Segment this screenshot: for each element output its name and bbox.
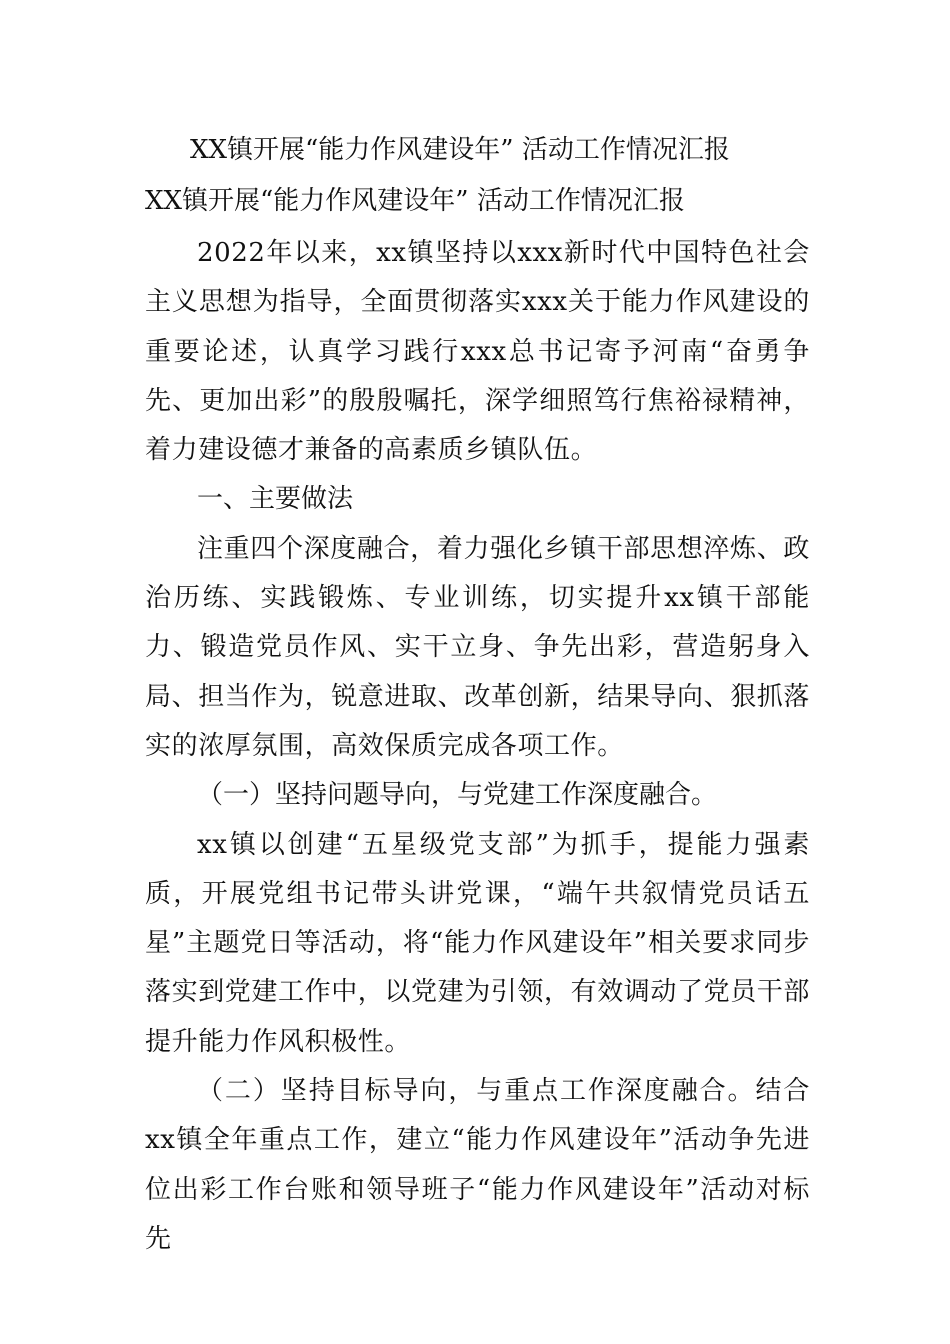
document-body	[145, 229, 810, 1264]
document-subtitle: XX镇开展“能力作风建设年” 活动工作情况汇报	[145, 186, 685, 216]
subsection-heading-1: （一）坚持问题导向，与党建工作深度融合。	[197, 780, 718, 811]
intro-paragraph: 2022年以来，xx镇坚持以xxx新时代中国特色社会主义思想为指导，全面贯彻落实xxx关于能力作风建设的重要论述，认真学习践行xxx总书记寄予河南“奋勇争先、更加出彩”的殷殷嘱托，深学细照笃行焦裕禄精神，着力建设德才兼备的高素质乡镇队伍。	[145, 238, 810, 466]
section-heading-main-practices: 一、主要做法	[197, 484, 354, 515]
party-building-paragraph: xx镇以创建“五星级党支部”为抓手，提能力强素质，开展党组书记带头讲党课，“端午共叙情党员话五星”主题党日等活动，将“能力作风建设年”相关要求同步落实到党建工作中，以党建为引领，有效调动了党员干部提升能力作风积极性。	[145, 829, 811, 1057]
subsection-2-paragraph: （二）坚持目标导向，与重点工作深度融合。结合xx镇全年重点工作，建立“能力作风建设年”活动争先进位出彩工作台账和领导班子“能力作风建设年”活动对标先	[145, 1076, 810, 1254]
document-title: XX镇开展“能力作风建设年” 活动工作情况汇报	[190, 135, 730, 165]
practices-paragraph: 注重四个深度融合，着力强化乡镇干部思想淬炼、政治历练、实践锻炼、专业训练，切实提升xx镇干部能力、锻造党员作风、实干立身、争先出彩，营造躬身入局、担当作为，锐意进取、改革创新，结果导向、狠抓落实的浓厚氛围，高效保质完成各项工作。	[145, 533, 811, 761]
